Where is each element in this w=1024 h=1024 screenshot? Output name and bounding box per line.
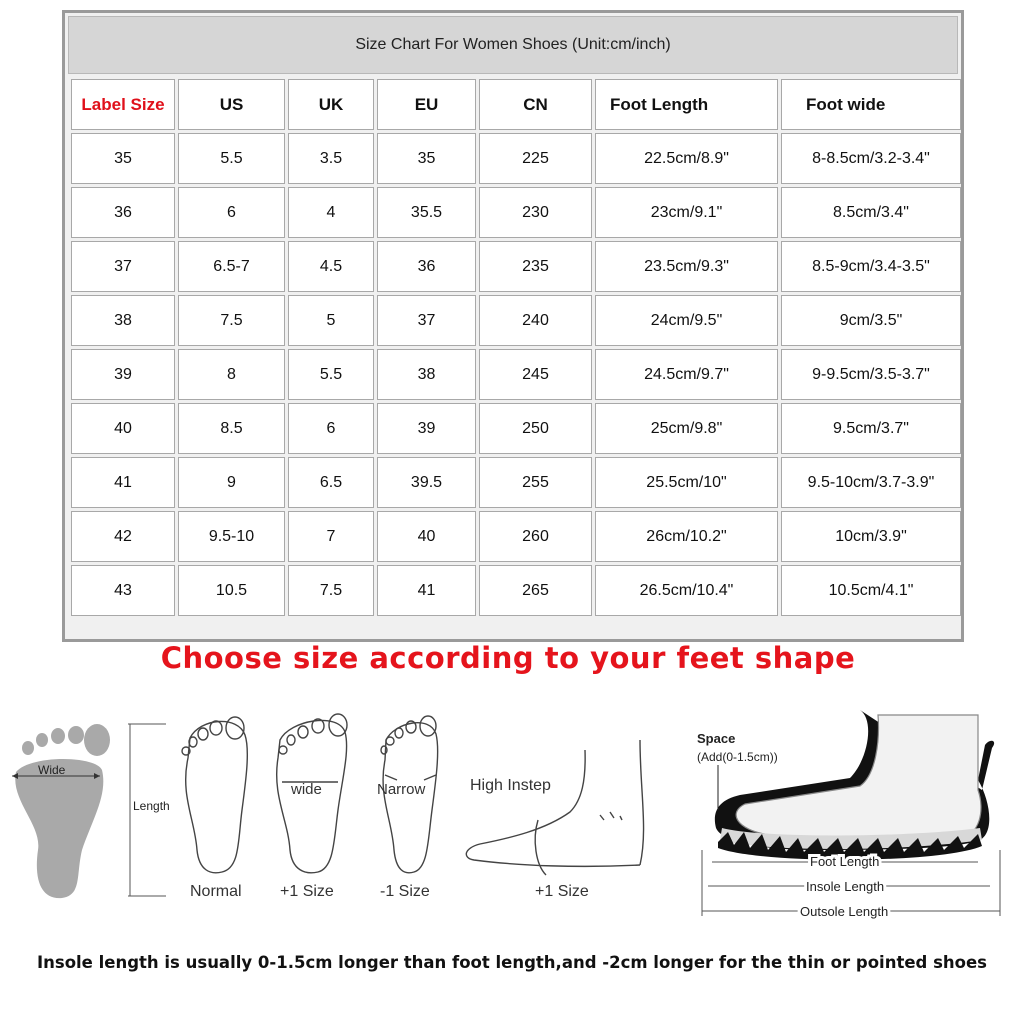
table-cell: 43 [71, 565, 175, 616]
table-cell: 38 [377, 349, 476, 400]
table-cell: 42 [71, 511, 175, 562]
table-cell: 6 [178, 187, 285, 238]
table-cell: 39.5 [377, 457, 476, 508]
table-cell: 250 [479, 403, 592, 454]
table-cell: 22.5cm/8.9" [595, 133, 778, 184]
table-cell: 10.5 [178, 565, 285, 616]
table-cell: 41 [377, 565, 476, 616]
table-cell: 3.5 [288, 133, 374, 184]
shoe-outsole-length-label: Outsole Length [800, 904, 889, 919]
table-cell: 225 [479, 133, 592, 184]
foot-type-tag-narrow: Narrow [377, 781, 426, 798]
table-cell: 9 [178, 457, 285, 508]
table-cell: 37 [377, 295, 476, 346]
table-cell: 38 [71, 295, 175, 346]
shoe-cross-section-icon [715, 710, 994, 860]
table-cell: 7 [288, 511, 374, 562]
table-cell: 5 [288, 295, 374, 346]
table-cell: 35 [71, 133, 175, 184]
table-cell: 5.5 [178, 133, 285, 184]
instep-caption: +1 Size [535, 883, 589, 900]
table-cell: 10.5cm/4.1" [781, 565, 961, 616]
normal-foot-icon [182, 717, 247, 873]
chart-title: Size Chart For Women Shoes (Unit:cm/inch) [68, 16, 958, 74]
table-row [71, 349, 961, 400]
table-cell: 24.5cm/9.7" [595, 349, 778, 400]
table-cell: 25.5cm/10" [595, 457, 778, 508]
table-row [71, 565, 961, 616]
table-cell: 240 [479, 295, 592, 346]
table-row [71, 511, 961, 562]
table-cell: 255 [479, 457, 592, 508]
table-cell: 9cm/3.5" [781, 295, 961, 346]
footprint-icon [15, 724, 110, 898]
table-header-row [71, 79, 961, 130]
size-table [68, 76, 964, 619]
table-cell: 10cm/3.9" [781, 511, 961, 562]
table-row [71, 457, 961, 508]
table-cell: 26.5cm/10.4" [595, 565, 778, 616]
table-cell: 7.5 [288, 565, 374, 616]
table-cell: 37 [71, 241, 175, 292]
table-cell: 245 [479, 349, 592, 400]
table-cell: 24cm/9.5" [595, 295, 778, 346]
shoe-foot-length-label: Foot Length [810, 854, 880, 869]
table-cell: 9.5-10cm/3.7-3.9" [781, 457, 961, 508]
table-cell: 4.5 [288, 241, 374, 292]
table-cell: 40 [71, 403, 175, 454]
table-cell: 260 [479, 511, 592, 562]
table-cell: 9.5-10 [178, 511, 285, 562]
header-us: US [178, 79, 285, 130]
header-foot-length: Foot Length [595, 79, 778, 130]
table-cell: 5.5 [288, 349, 374, 400]
header-cn: CN [479, 79, 592, 130]
table-cell: 235 [479, 241, 592, 292]
instep-label: High Instep [470, 777, 551, 794]
table-row [71, 295, 961, 346]
table-cell: 23.5cm/9.3" [595, 241, 778, 292]
table-cell: 6.5 [288, 457, 374, 508]
footer-note: Insole length is usually 0-1.5cm longer than foot length,and -2cm longer for the thin or pointed shoes [36, 953, 987, 972]
footprint-length-label: Length [133, 799, 170, 813]
header-foot-wide: Foot wide [781, 79, 961, 130]
footprint-wide-label: Wide [38, 763, 66, 777]
foot-type-tag-wide: wide [291, 781, 322, 798]
table-cell: 23cm/9.1" [595, 187, 778, 238]
headline: Choose size according to your feet shape [160, 641, 856, 675]
table-cell: 8.5-9cm/3.4-3.5" [781, 241, 961, 292]
foot-type-caption-normal: Normal [190, 883, 242, 900]
table-cell: 265 [479, 565, 592, 616]
table-row [71, 241, 961, 292]
table-cell: 26cm/10.2" [595, 511, 778, 562]
table-cell: 36 [71, 187, 175, 238]
table-row [71, 403, 961, 454]
table-cell: 230 [479, 187, 592, 238]
table-cell: 41 [71, 457, 175, 508]
table-cell: 39 [377, 403, 476, 454]
table-cell: 39 [71, 349, 175, 400]
header-label-size: Label Size [71, 79, 175, 130]
table-row [71, 187, 961, 238]
table-cell: 8.5 [178, 403, 285, 454]
table-cell: 6 [288, 403, 374, 454]
table-cell: 8.5cm/3.4" [781, 187, 961, 238]
foot-type-caption-minus-one: -1 Size [380, 883, 430, 900]
header-uk: UK [288, 79, 374, 130]
table-cell: 9.5cm/3.7" [781, 403, 961, 454]
table-cell: 7.5 [178, 295, 285, 346]
table-cell: 8 [178, 349, 285, 400]
header-eu: EU [377, 79, 476, 130]
shoe-space-label: Space [697, 731, 736, 746]
table-cell: 25cm/9.8" [595, 403, 778, 454]
table-cell: 4 [288, 187, 374, 238]
table-cell: 35.5 [377, 187, 476, 238]
table-cell: 40 [377, 511, 476, 562]
shoe-space-note: (Add(0-1.5cm)) [697, 750, 778, 764]
table-row [71, 133, 961, 184]
table-cell: 35 [377, 133, 476, 184]
foot-shape-illustration [0, 700, 1024, 940]
size-chart [62, 10, 964, 642]
shoe-insole-length-label: Insole Length [806, 879, 885, 894]
table-cell: 8-8.5cm/3.2-3.4" [781, 133, 961, 184]
high-instep-foot-icon [466, 740, 643, 875]
table-cell: 6.5-7 [178, 241, 285, 292]
table-cell: 9-9.5cm/3.5-3.7" [781, 349, 961, 400]
foot-type-caption-plus-one: +1 Size [280, 883, 334, 900]
table-cell: 36 [377, 241, 476, 292]
